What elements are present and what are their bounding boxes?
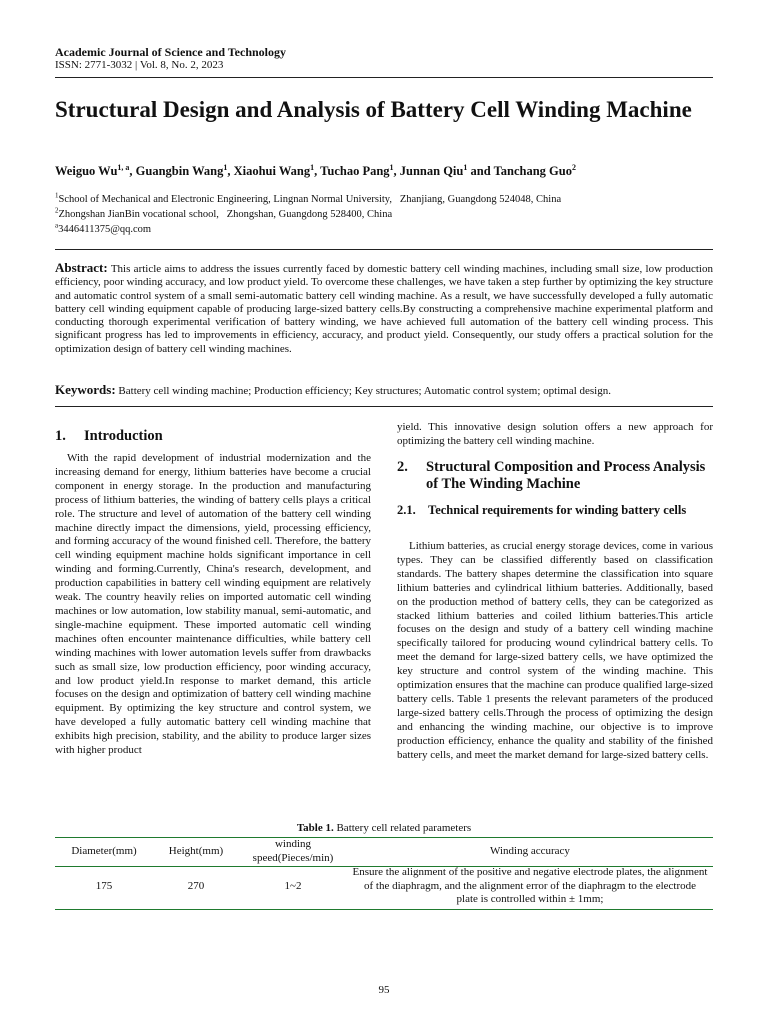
affiliation-text: Zhongshan JianBin vocational school, Zhongshan, Guangdong 528400, China bbox=[58, 209, 393, 220]
introduction-paragraph: With the rapid development of industrial modernization and the increasing demand for energy, lithium batteries have become a crucial component in energy storage. In the production and manufacturing process of lithium batteries, the winding of battery cells plays a critical role. The structure and level of automation of the battery cell winding machine directly impact the dimensions, yield, processing efficiency, and forming accuracy of the wound finished cell. Therefore, the battery cell winding equipment machine holds significant importance in cell winding and forming.Currently, China's research, development, and production capabilities in battery cell winding equipment are relatively weak. The country heavily relies on imported automatic cell winding machines or low automation, low stability manual, semi-automatic, and single-machine equipment. These imported automatic cell winding machines often encounter maintenance difficulties, while battery cell winding machines with lower automation levels suffer from drawbacks such as small size, low production efficiency, poor winding accuracy, and low product yield.In response to market demand, this article focuses on the design and optimization of battery cell winding machine equipment. By optimizing the key structure and control system, we have developed a fully automatic battery cell winding machine that exhibits high precision, stability, and the ability to produce larger sizes with higher product bbox=[55, 452, 371, 757]
table-header-cell: Winding accuracy bbox=[490, 845, 570, 857]
paper-title: Structural Design and Analysis of Battery Cell Winding Machine bbox=[55, 97, 692, 122]
table-header-cell: winding speed(Pieces/min) bbox=[252, 838, 334, 864]
affiliation-1 bbox=[55, 193, 715, 206]
table-bottom-rule bbox=[55, 909, 713, 910]
technical-requirements-paragraph: Lithium batteries, as crucial energy storage devices, come in various types. They can be classified differently based on classification standards. The battery shapes determine the classification into square lithium batteries and cylindrical lithium batteries. Additionally, based on the production method of battery cells, they can be categorized as stacked lithium batteries and coiled lithium batteries.This article focuses on the design and study of a battery cell winding machine specifically tailored for producing wound cylindrical battery cells. To meet the demand for large-sized battery cells, we have optimized the key structure and control system of the winding machine. This optimization ensures that the machine can produce qualified large-sized battery cells. Table 1 presents the relevant parameters of the produced large-sized battery cells.Through the process of optimizing the design and enhancing the winding machine, our objective is to improve production efficiency, enhance the quality and stability of the finished battery cells, and meet the market demand for large-sized battery cells. bbox=[397, 540, 713, 761]
journal-header bbox=[55, 45, 713, 72]
section-title: Introduction bbox=[84, 428, 163, 444]
author-separator: , bbox=[227, 164, 234, 178]
author-name: Junnan Qiu bbox=[399, 164, 464, 178]
author-affiliation-mark: 1 bbox=[389, 162, 394, 172]
abstract-label: Abstract: bbox=[55, 260, 108, 275]
affiliation-2 bbox=[55, 208, 715, 221]
subsection-title: Technical requirements for winding battery cells bbox=[428, 503, 687, 517]
abstract bbox=[55, 261, 713, 356]
abstract-text: This article aims to address the issues currently faced by domestic battery cell winding machines, including small size, low production efficiency, poor winding accuracy, and low product yield. To overcome these challenges, we have taken a step further by optimizing the key structure and automatic control system of a small semi-automatic battery cell winding machine. As a result, we have successfully developed a fully automatic battery cell winding equipment capable of producing large-sized battery cells.By constructing a comprehensive machine experimental platform and conducting thorough experimental verification of battery winding, we have achieved full automation of the battery cell winding process. This significant progress has led to improvements in efficiency, accuracy, and product yield. Consequently, our study offers a practical solution for the optimization design of battery cell winding machines. bbox=[55, 263, 713, 355]
author-affiliation-mark: 2 bbox=[571, 162, 576, 172]
table-header-cell: Diameter(mm) bbox=[71, 845, 137, 857]
table-header-cell: Height(mm) bbox=[168, 845, 224, 857]
corresponding-email bbox=[55, 223, 715, 236]
author-list bbox=[55, 163, 715, 179]
author-affiliation-mark: 1, a bbox=[117, 162, 130, 172]
author-affiliation-mark: 1 bbox=[463, 162, 468, 172]
keywords bbox=[55, 382, 715, 399]
section-title: Structural Composition and Process Analysis of The Winding Machine bbox=[426, 459, 706, 492]
author-name: Guangbin Wang bbox=[135, 164, 224, 178]
email-text: 3446411375@qq.com bbox=[58, 224, 152, 235]
affiliation-mark: 2 bbox=[55, 206, 59, 215]
introduction-continuation: yield. This innovative design solution offers a new approach for optimizing the battery cell winding machine. bbox=[397, 421, 713, 447]
table-caption-label: Table 1. bbox=[296, 822, 334, 834]
journal-name: Academic Journal of Science and Technology bbox=[55, 45, 287, 59]
table-top-rule bbox=[55, 837, 713, 838]
section-number: 1. bbox=[55, 428, 66, 444]
table-cell: 1~2 bbox=[284, 880, 302, 892]
journal-issn: ISSN: 2771-3032 | Vol. 8, No. 2, 2023 bbox=[55, 59, 224, 71]
table-cell: 270 bbox=[187, 880, 205, 892]
affiliation-mark: a bbox=[55, 221, 59, 230]
author-separator: , bbox=[314, 164, 321, 178]
author-name: Weiguo Wu bbox=[55, 164, 118, 178]
section-heading-introduction bbox=[55, 428, 163, 445]
author-affiliation-mark: 1 bbox=[310, 162, 315, 172]
keywords-label: Keywords: bbox=[55, 382, 116, 397]
author-name: Tuchao Pang bbox=[320, 164, 390, 178]
table-cell: 175 bbox=[95, 880, 113, 892]
section-heading-structural-composition bbox=[397, 459, 717, 493]
affiliation-text: School of Mechanical and Electronic Engineering, Lingnan Normal University, Zhanjiang, Guangdong 524048, China bbox=[58, 194, 562, 205]
abstract-top-rule bbox=[55, 249, 713, 250]
author-name: Xiaohui Wang bbox=[233, 164, 311, 178]
keywords-bottom-rule bbox=[55, 406, 713, 407]
author-name: Tanchang Guo bbox=[493, 164, 572, 178]
table-cell: Ensure the alignment of the positive and negative electrode plates, the alignment of the diaphragm, and the alignment error of the diaphragm to the electrode plate is controlled within ± 1mm; bbox=[352, 866, 708, 905]
affiliation-mark: 1 bbox=[55, 191, 59, 200]
subsection-number: 2.1. bbox=[397, 503, 416, 517]
keywords-text: Battery cell winding machine; Production efficiency; Key structures; Automatic control system; optimal design. bbox=[118, 385, 611, 397]
table-caption-text: Battery cell related parameters bbox=[336, 822, 472, 834]
section-number: 2. bbox=[397, 459, 408, 475]
author-separator: , bbox=[393, 164, 400, 178]
author-separator: , bbox=[129, 164, 136, 178]
author-separator: and bbox=[467, 164, 494, 178]
page-number: 95 bbox=[378, 984, 390, 996]
table-caption bbox=[55, 822, 713, 835]
subsection-heading-technical-requirements bbox=[397, 502, 717, 518]
header-rule bbox=[55, 77, 713, 78]
author-affiliation-mark: 1 bbox=[223, 162, 228, 172]
